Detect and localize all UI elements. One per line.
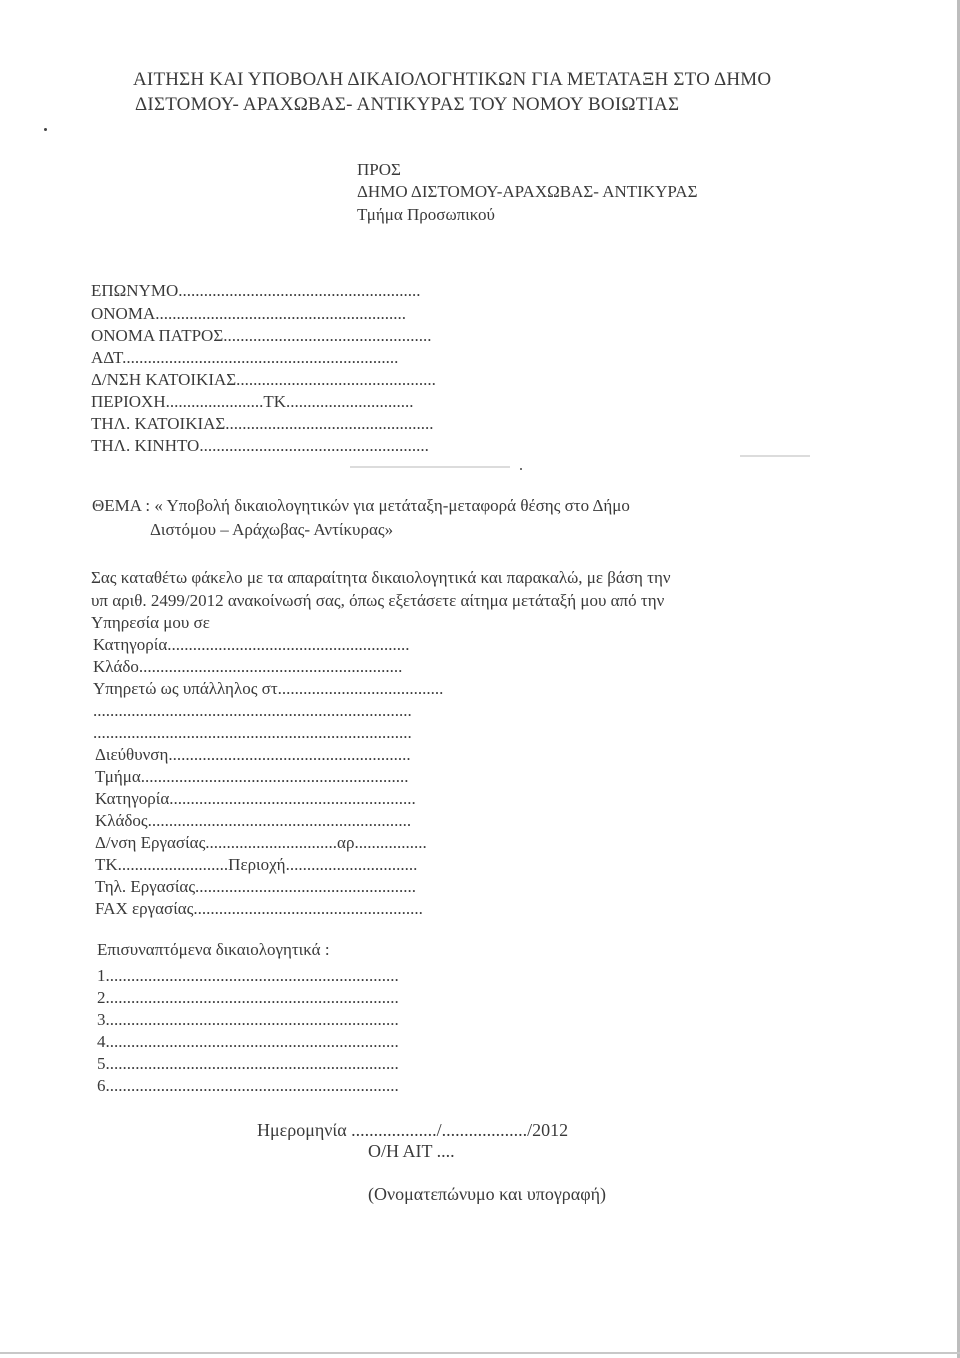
field-name: ΟΝΟΜΑ........................................................... [91,304,406,323]
scan-smudge [740,455,810,457]
field-father-name: ΟΝΟΜΑ ΠΑΤΡΟΣ................................................. [91,326,432,345]
signature-name-and-sign: (Ονοματεπώνυμο και υπογραφή) [368,1184,606,1204]
field-home-address: Δ/ΝΣΗ ΚΑΤΟΙΚΙΑΣ............................................... [91,370,436,389]
field-directorate: Διεύθυνση......................................................... [95,745,411,764]
attachment-item: 3..................................................................... [97,1010,399,1029]
signature-applicant: Ο/Η ΑΙΤ .... [368,1141,455,1161]
field-current-branch: Κλάδο.............................................................. [93,657,403,676]
recipient-department: Τμήμα Προσωπικού [357,205,495,224]
field-work-phone: Τηλ. Εργασίας.................................................... [95,877,417,896]
field-work-address: Δ/νση Εργασίας...............................αρ................. [95,833,427,852]
field-current-employer: Υπηρετώ ως υπάλληλος στ....................................... [93,679,444,698]
field-department: Τμήμα............................................................... [95,767,409,786]
field-work-category: Κατηγορία.......................................................... [95,789,416,808]
subject-line-1: ΘΕΜΑ : « Υποβολή δικαιολογητικών για μετάταξη-μεταφορά θέσης στο Δήμο [92,496,630,515]
attachment-item: 5..................................................................... [97,1054,399,1073]
field-id-number: ΑΔΤ................................................................. [91,348,399,367]
field-work-branch: Κλάδος.............................................................. [95,811,412,830]
field-home-phone: ΤΗΛ. ΚΑΤΟΙΚΙΑΣ................................................. [91,414,434,433]
field-employer-continued: ........................................................................... [93,701,412,720]
scan-speck [520,468,522,470]
signature-date: Ημερομηνία .................../.................../2012 [257,1120,569,1140]
recipient-municipality: ΔΗΜΟ ΔΙΣΤΟΜΟΥ-ΑΡΑΧΩΒΑΣ- ΑΝΤΙΚΥΡΑΣ [357,182,698,201]
field-employer-continued: ........................................................................... [93,723,412,742]
field-work-postcode-area: ΤΚ..........................Περιοχή............................... [95,855,418,874]
field-current-category: Κατηγορία......................................................... [93,635,410,654]
scan-smudge [350,466,510,468]
form-title-line-2: ΔΙΣΤΟΜΟΥ- ΑΡΑΧΩΒΑΣ- ΑΝΤΙΚΥΡΑΣ ΤΟΥ ΝΟΜΟΥ ΒΟΙΩΤΙΑΣ [135,94,680,115]
subject-line-2: Διστόμου – Αράχωβας- Αντίκυρας» [150,520,394,539]
field-surname: ΕΠΩΝΥΜΟ......................................................... [91,281,421,300]
attachments-heading: Επισυναπτόμενα δικαιολογητικά : [97,940,330,959]
scan-speck [44,128,47,131]
field-work-fax: FAX εργασίας...................................................... [95,899,423,918]
body-text-line-2: υπ αριθ. 2499/2012 ανακοίνωσή σας, όπως εξετάσετε αίτημα μετάταξή μου από την [91,591,665,610]
attachment-item: 2..................................................................... [97,988,399,1007]
form-title-line-1: ΑΙΤΗΣΗ ΚΑΙ ΥΠΟΒΟΛΗ ΔΙΚΑΙΟΛΟΓΗΤΙΚΩΝ ΓΙΑ ΜΕΤΑΤΑΞΗ ΣΤΟ ΔΗΜΟ [133,69,772,90]
field-mobile-phone: ΤΗΛ. ΚΙΝΗΤΟ...................................................... [91,436,429,455]
recipient-to: ΠΡΟΣ [357,160,401,179]
attachment-item: 1..................................................................... [97,966,399,985]
body-text-line-1: Σας καταθέτω φάκελο με τα απαραίτητα δικαιολογητικά και παρακαλώ, με βάση την [91,568,671,587]
field-area-postcode: ΠΕΡΙΟΧΗ.......................ΤΚ.............................. [91,392,414,411]
attachment-item: 6..................................................................... [97,1076,399,1095]
attachment-item: 4..................................................................... [97,1032,399,1051]
body-text-line-3: Υπηρεσία μου σε [91,613,210,632]
scan-edge-bottom [0,1352,960,1354]
